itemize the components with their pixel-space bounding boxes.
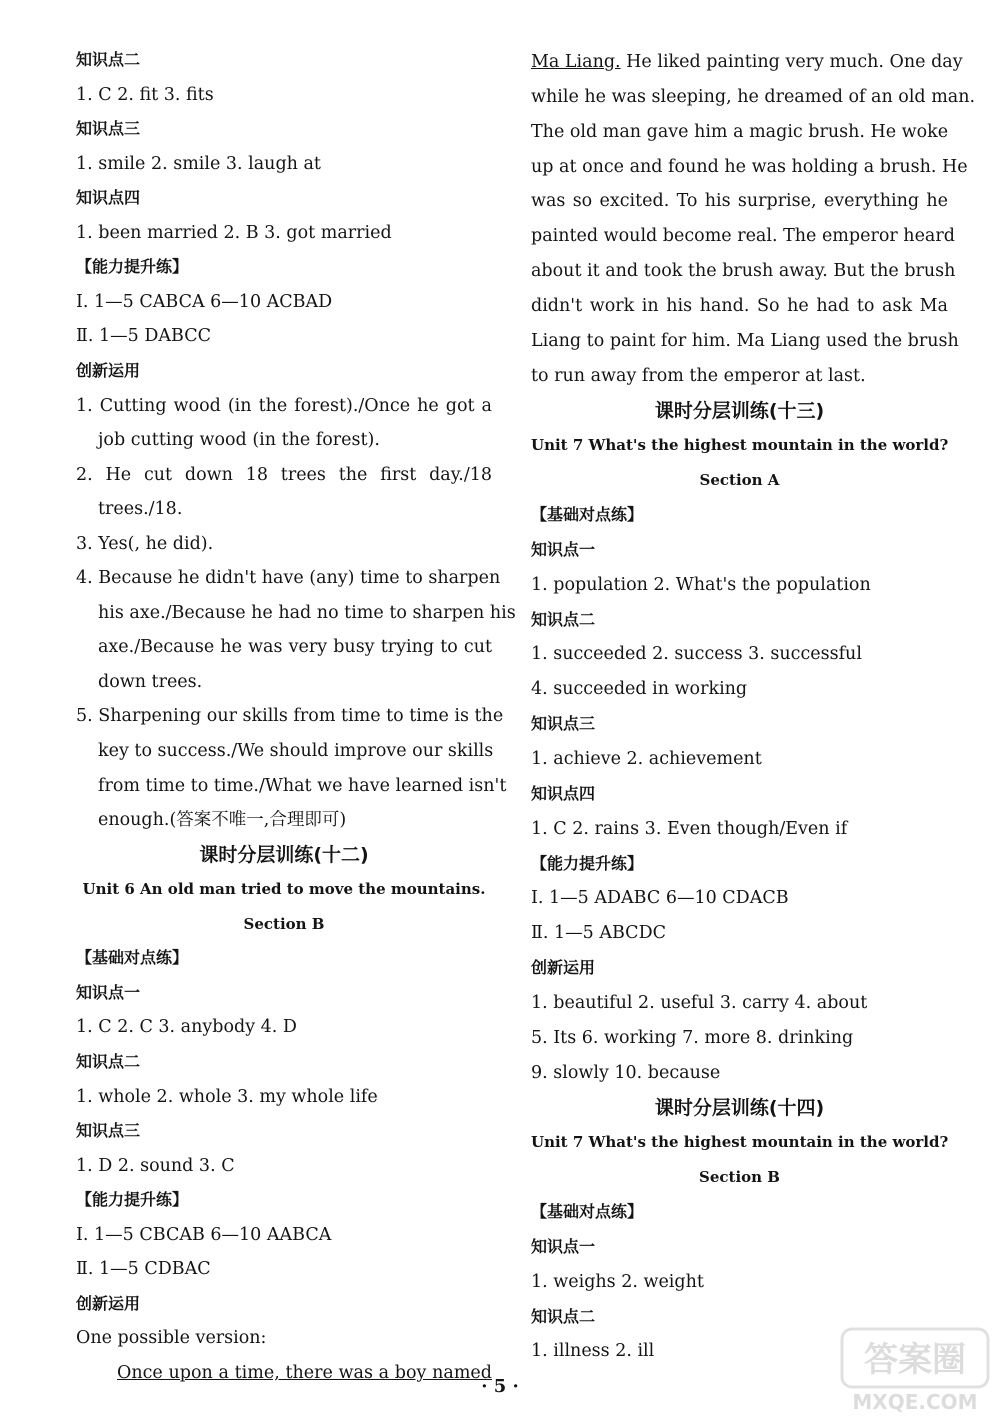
section-heading: 知识点一 [76,982,141,1002]
svg-text:答案圈: 答案圈 [864,1340,966,1380]
answer-line: 1. beautiful 2. useful 3. carry 4. about [531,992,868,1013]
answer-line: job cutting wood (in the forest). [98,430,380,451]
page-number: · 5 · [481,1376,519,1397]
answer-line: 1. C 2. rains 3. Even though/Even if [531,818,848,839]
unit-title: Unit 7 What's the highest mountain in the world? [531,1133,949,1152]
answer-line: to run away from the emperor at last. [531,365,866,386]
answer-line: 1. C 2. fit 3. fits [76,84,214,105]
section-label: Section A [699,471,780,490]
answer-line: Ⅰ. 1—5 CABCA 6—10 ACBAD [76,291,333,312]
answer-line: axe./Because he was very busy trying to cut [98,637,492,658]
answer-line: Ⅱ. 1—5 CDBAC [76,1259,211,1280]
answer-line: key to success./We should improve our skills [98,741,494,761]
section-heading: 知识点二 [531,609,596,629]
essay-line: Ma Liang. He liked painting very much. One day [531,52,963,72]
answer-line: 9. slowly 10. because [531,1062,721,1083]
unit-title: Unit 6 An old man tried to move the mountains. [82,880,486,899]
answer-line: Ⅰ. 1—5 ADABC 6—10 CDACB [531,888,789,909]
answer-line: 1. Cutting wood (in the forest)./Once he got a [76,395,492,416]
section-heading: 创新运用 [76,360,141,380]
answer-line: One possible version: [76,1328,267,1349]
answer-line: 3. Yes(, he did). [76,533,214,554]
answer-line: 1. succeeded 2. success 3. successful [531,644,862,665]
answer-line: enough.(答案不唯一,合理即可) [98,810,347,831]
section-heading: 知识点四 [76,188,141,208]
answer-line: 1. achieve 2. achievement [531,749,762,769]
section-heading: 知识点三 [76,1121,141,1141]
answer-line: 1. D 2. sound 3. C [76,1155,235,1176]
section-heading: 【能力提升练】 [531,853,644,873]
answer-line: about it and took the brush away. But the brush [531,261,956,282]
section-heading: 【能力提升练】 [76,257,189,277]
answer-line: down trees. [98,671,203,692]
section-heading: 知识点三 [531,714,596,734]
section-heading: 创新运用 [531,958,596,978]
watermark-logo [840,1325,990,1415]
answer-line: didn't work in his hand. So he had to ask Ma [531,295,948,316]
section-heading: 【基础对点练】 [76,948,189,968]
answer-line: 5. Its 6. working 7. more 8. drinking [531,1027,854,1048]
section-heading: 知识点一 [531,539,596,559]
section-heading: 知识点二 [76,50,141,69]
lesson-title: 课时分层训练(十二) [199,843,369,866]
essay-line: Once upon a time, there was a boy named [117,1362,492,1383]
answer-line: The old man gave him a magic brush. He woke [531,121,949,142]
answer-line: was so excited. To his surprise, everything he [531,191,948,212]
answer-line: 2. He cut down 18 trees the first day./18 [76,464,492,485]
answer-line: 1. weighs 2. weight [531,1271,704,1292]
section-heading: 创新运用 [76,1293,141,1313]
section-label: Section B [699,1168,780,1187]
section-label: Section B [243,914,325,933]
answer-line: Liang to paint for him. Ma Liang used the brush [531,330,959,351]
svg-text:MXQE.COM: MXQE.COM [852,1390,978,1414]
lesson-title: 课时分层训练(十四) [654,1096,825,1119]
unit-title: Unit 7 What's the highest mountain in the world? [531,436,949,455]
answer-line: 1. been married 2. B 3. got married [76,222,392,243]
answer-line: painted would become real. The emperor heard [531,226,955,247]
answer-line: 1. illness 2. ill [531,1341,655,1362]
lesson-title: 课时分层训练(十三) [654,399,825,422]
section-heading: 知识点四 [531,783,596,803]
answer-line: 1. smile 2. smile 3. laugh at [76,153,321,174]
answer-line: from time to time./What we have learned isn't [98,775,507,796]
section-heading: 知识点一 [531,1236,596,1256]
underlined-name: Ma Liang. [531,52,621,72]
section-heading: 【基础对点练】 [531,1202,644,1222]
section-heading: 【能力提升练】 [76,1190,189,1210]
answer-line: Ⅱ. 1—5 ABCDC [531,923,666,944]
section-heading: 知识点二 [76,1051,141,1071]
answer-line: 1. C 2. C 3. anybody 4. D [76,1017,297,1038]
answer-line: while he was sleeping, he dreamed of an old man. [531,86,976,107]
answer-line: Ⅰ. 1—5 CBCAB 6—10 AABCA [76,1224,332,1245]
section-heading: 【基础对点练】 [531,505,644,525]
section-heading: 知识点三 [76,119,141,139]
answer-line: trees./18. [98,499,183,520]
answer-line: 1. whole 2. whole 3. my whole life [76,1086,378,1107]
answer-line: his axe./Because he had no time to sharpen his [98,602,516,623]
answer-line: 1. population 2. What's the population [531,574,871,595]
answer-line: up at once and found he was holding a brush. He [531,156,968,177]
answer-line: Ⅱ. 1—5 DABCC [76,326,211,347]
answer-line: 5. Sharpening our skills from time to time is the [76,706,504,727]
answer-line: 4. succeeded in working [531,679,748,700]
section-heading: 知识点二 [531,1306,596,1326]
answer-line: 4. Because he didn't have (any) time to sharpen [76,568,501,589]
